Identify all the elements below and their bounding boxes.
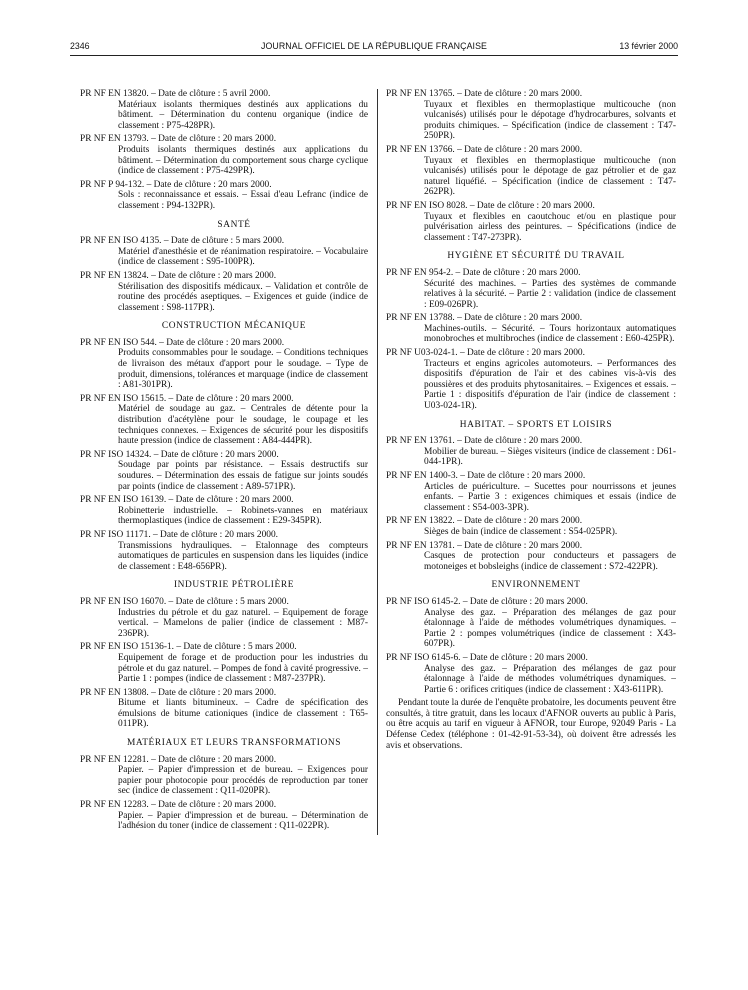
standard-entry <box>80 180 368 212</box>
standard-entry <box>386 89 676 142</box>
entry-description: Tuyaux et flexibles en thermoplastique multicouche (non vulcanisés) utilisés pour le dépotage d'hydrocarbures, solvants et produits chimiques. – Spécification (indice de classement : T47-250PR). <box>424 99 676 142</box>
closing-paragraph: Pendant toute la durée de l'enquête probatoire, les documents peuvent être consultés, à titre gratuit, dans les locaux d'AFNOR ouverts au public à Paris, ou être acquis au tarif en vigueur à AFNOR, tour Europe, 92049 Paris - La Défense Cedex (téléphone : 01-42-91-53-34), où doivent être adressés les avis et observations. <box>386 698 676 751</box>
entry-description: Sols : reconnaissance et essais. – Essai d'eau Lefranc (indice de classement : P94-132PR). <box>118 190 368 211</box>
standard-entry <box>80 800 368 832</box>
standard-entry <box>80 338 368 391</box>
entry-description: Bitume et liants bitumineux. – Cadre de spécification des émulsions de bitume cationiques (indice de classement : T65-011PR). <box>118 698 368 730</box>
entry-description: Matériel d'anesthésie et de réanimation respiratoire. – Vocabulaire (indice de classement : S95-100PR). <box>118 246 368 268</box>
entry-list-sante <box>80 236 368 313</box>
entry-reference: PR NF EN ISO 16139. – Date de clôture : 20 mars 2000. <box>80 495 294 506</box>
entry-description: Industries du pétrole et du gaz naturel. – Equipement de forage vertical. – Mamelons de palier (indice de classement : M87-236PR). <box>118 607 368 639</box>
entry-reference: PR NF EN 13808. – Date de clôture : 20 mars 2000. <box>80 687 277 698</box>
entry-reference: PR NF ISO 6145-6. – Date de clôture : 20 mars 2000. <box>386 652 588 663</box>
entry-reference: PR NF EN 13824. – Date de clôture : 20 mars 2000. <box>80 270 277 281</box>
entry-description: Equipement de forage et de production pour les industries du pétrole et du gaz naturel. – Pompes de fond à cavité progressive. – Partie 1 : pompes (indice de classement : M87-237PR). <box>118 652 368 685</box>
entry-reference: PR NF EN 13765. – Date de clôture : 20 mars 2000. <box>386 89 583 99</box>
standard-entry <box>386 471 676 513</box>
standard-entry <box>80 642 368 684</box>
section-title-sante: SANTÉ <box>217 219 251 230</box>
entry-reference: PR NF ISO 14324. – Date de clôture : 20 mars 2000. <box>80 449 279 460</box>
standard-entry <box>80 236 368 268</box>
journal-title: JOURNAL OFFICIEL DE LA RÉPUBLIQUE FRANÇAISE <box>260 41 488 51</box>
standard-entry <box>80 597 368 639</box>
standard-entry <box>80 450 368 492</box>
entry-list-construction <box>80 338 368 572</box>
standard-entry <box>386 516 676 537</box>
standard-entry <box>386 653 676 695</box>
entry-reference: PR NF EN 13793. – Date de clôture : 20 mars 2000. <box>80 134 277 145</box>
entry-list-habitat <box>386 436 676 572</box>
entry-list-intro <box>80 89 368 212</box>
entry-reference: PR NF EN ISO 16070. – Date de clôture : 5 mars 2000. <box>80 596 289 607</box>
issue-date: 13 février 2000 <box>619 41 678 51</box>
standard-entry <box>80 271 368 313</box>
standard-entry <box>386 201 676 243</box>
entry-description: Sièges de bain (indice de classement : S54-025PR). <box>424 526 618 537</box>
entry-description: Tuyaux et flexibles en caoutchouc et/ou en plastique pour pulvérisation airless des peintures. – Spécifications (indice de classement : T47-273PR). <box>424 211 676 243</box>
right-column <box>386 89 676 751</box>
standard-entry <box>386 145 676 198</box>
entry-reference: PR NF EN ISO 544. – Date de clôture : 20 mars 2000. <box>80 337 285 348</box>
entry-reference: PR NF EN 12283. – Date de clôture : 20 mars 2000. <box>80 800 277 811</box>
entry-description: Robinetterie industrielle. – Robinets-vannes en matériaux thermoplastiques (indice de classement : E29-345PR). <box>118 505 368 527</box>
entry-list-materiaux <box>80 755 368 832</box>
entry-reference: PR NF ISO 11171. – Date de clôture : 20 mars 2000. <box>80 529 278 540</box>
page-number: 2346 <box>70 41 90 51</box>
entry-description: Mobilier de bureau. – Sièges visiteurs (indice de classement : D61-044-1PR). <box>424 446 676 468</box>
entry-description: Stérilisation des dispositifs médicaux. – Validation et contrôle de routine des procédés aseptiques. – Exigences et guide (indice de classement : S98-117PR). <box>118 281 368 313</box>
section-title-habitat: HABITAT. – SPORTS ET LOISIRS <box>459 419 613 430</box>
entry-reference: PR NF EN 13766. – Date de clôture : 20 mars 2000. <box>386 144 583 155</box>
entry-reference: PR NF EN 954-2. – Date de clôture : 20 mars 2000. <box>386 267 581 278</box>
standard-entry <box>386 268 676 310</box>
entry-description: Soudage par points par résistance. – Essais destructifs sur soudures. – Détermination des essais de fatigue sur joints soudés par points (indice de classement : A89-571PR). <box>118 460 368 492</box>
standard-entry <box>80 755 368 797</box>
entry-description: Machines-outils. – Sécurité. – Tours horizontaux automatiques monobroches et multibroches (indice de classement : E60-425PR). <box>424 323 676 345</box>
entry-reference: PR NF P 94-132. – Date de clôture : 20 mars 2000. <box>80 179 272 190</box>
entry-list-petroliere <box>80 597 368 730</box>
standard-entry <box>386 541 676 573</box>
entry-description: Sécurité des machines. – Parties des systèmes de commande relatives à la sécurité. – Partie 2 : validation (indice de classement : E09-026PR). <box>424 278 676 310</box>
entry-description: Tuyaux et flexibles en thermoplastique multicouche (non vulcanisés) utilisés pour le dépotage de gaz pétrolier et de gaz naturel liquéfié. – Spécification (indice de classement : T47-262PR). <box>424 155 676 198</box>
entry-reference: PR NF EN 13781. – Date de clôture : 20 mars 2000. <box>386 540 583 551</box>
entry-reference: PR NF EN 13822. – Date de clôture : 20 mars 2000. <box>386 516 583 527</box>
standard-entry <box>80 530 368 572</box>
entry-reference: PR NF EN ISO 15136-1. – Date de clôture : 5 mars 2000. <box>80 642 297 653</box>
entry-reference: PR NF EN 13761. – Date de clôture : 20 mars 2000. <box>386 436 583 447</box>
standard-entry <box>80 688 368 730</box>
entry-reference: PR NF U03-024-1. – Date de clôture : 20 mars 2000. <box>386 348 585 359</box>
section-title-environnement: ENVIRONNEMENT <box>491 580 581 591</box>
entry-reference: PR NF ISO 6145-2. – Date de clôture : 20 mars 2000. <box>386 596 588 607</box>
entry-list-environnement <box>386 597 676 695</box>
entry-description: Tracteurs et engins agricoles automoteurs. – Performances des dispositifs d'épuration de l'air et des cabines vis-à-vis des poussières et des produits phytosanitaires. – Exigences et essais. – Partie 1 : dispositifs d'épuration de l'air (indice de classement : U03-024-1R). <box>424 358 676 412</box>
section-title-construction: CONSTRUCTION MÉCANIQUE <box>161 321 307 332</box>
section-title-hygiene: HYGIÈNE ET SÉCURITÉ DU TRAVAIL <box>447 251 625 262</box>
entry-reference: PR NF EN ISO 4135. – Date de clôture : 5 mars 2000. <box>80 236 285 247</box>
entry-list-hygiene <box>386 268 676 412</box>
standard-entry <box>386 313 676 345</box>
entry-description: Matériaux isolants thermiques destinés aux applications du bâtiment. – Détermination du contenu organique (indice de classement : P75-428PR). <box>118 99 368 131</box>
left-column <box>80 89 368 835</box>
standard-entry <box>80 495 368 527</box>
standard-entry <box>80 394 368 447</box>
entry-description: Transmissions hydrauliques. – Etalonnage des compteurs automatiques de particules en suspension dans les liquides (indice de classement : E48-656PR). <box>118 540 368 572</box>
entry-description: Analyse des gaz. – Préparation des mélanges de gaz pour étalonnage à l'aide de méthodes volumétriques dynamiques. – Partie 2 : pompes volumétriques (indice de classement : X43-607PR). <box>424 607 676 650</box>
section-title-materiaux: MATÉRIAUX ET LEURS TRANSFORMATIONS <box>126 738 342 749</box>
header-rule <box>70 55 678 56</box>
column-divider <box>377 89 378 835</box>
standard-entry <box>80 89 368 131</box>
entry-description: Produits consommables pour le soudage. – Conditions techniques de livraison des métaux d'apport pour le soudage. – Type de produit, dimensions, tolérances et marquage (indice de classement : A81-301PR). <box>118 348 368 391</box>
entry-description: Matériel de soudage au gaz. – Centrales de détente pour la distribution d'acétylène pour le soudage, le coupage et les techniques connexes. – Exigences de sécurité pour les dispositifs haute pression (indice de classement : A84-444PR). <box>118 404 368 447</box>
entry-reference: PR NF EN 13788. – Date de clôture : 20 mars 2000. <box>386 313 583 324</box>
standard-entry <box>386 348 676 412</box>
entry-reference: PR NF EN ISO 8028. – Date de clôture : 20 mars 2000. <box>386 200 595 211</box>
standard-entry <box>386 597 676 650</box>
entry-description: Produits isolants thermiques destinés aux applications du bâtiment. – Détermination du comportement sous charge cyclique (indice de classement : P75-429PR). <box>118 144 368 177</box>
page-header <box>70 41 678 55</box>
entry-description: Analyse des gaz. – Préparation des mélanges de gaz pour étalonnage à l'aide de méthodes volumétriques dynamiques. – Partie 6 : orifices critiques (indice de classement : X43-611PR). <box>424 663 676 695</box>
standard-entry <box>80 134 368 176</box>
entry-reference: PR NF EN 12281. – Date de clôture : 20 mars 2000. <box>80 754 277 765</box>
entry-reference: PR NF EN 1400-3. – Date de clôture : 20 mars 2000. <box>386 471 586 481</box>
entry-list-tuyaux <box>386 89 676 243</box>
entry-description: Casques de protection pour conducteurs et passagers de motoneiges et bobsleighs (indice de classement : S72-422PR). <box>424 551 676 572</box>
entry-description: Papier. – Papier d'impression et de bureau. – Détermination de l'adhésion du toner (indice de classement : Q11-022PR). <box>118 810 368 832</box>
entry-description: Articles de puériculture. – Sucettes pour nourrissons et jeunes enfants. – Partie 3 : exigences chimiques et essais (indice de classement : S54-003-3PR). <box>424 481 676 513</box>
entry-reference: PR NF EN ISO 15615. – Date de clôture : 20 mars 2000. <box>80 393 294 404</box>
standard-entry <box>386 436 676 468</box>
entry-description: Papier. – Papier d'impression et de bureau. – Exigences pour papier pour photocopie pour procédés de reproduction par toner sec (indice de classement : Q11-020PR). <box>118 765 368 797</box>
entry-reference: PR NF EN 13820. – Date de clôture : 5 avril 2000. <box>80 89 271 99</box>
section-title-petroliere: INDUSTRIE PÉTROLIÈRE <box>173 580 295 591</box>
